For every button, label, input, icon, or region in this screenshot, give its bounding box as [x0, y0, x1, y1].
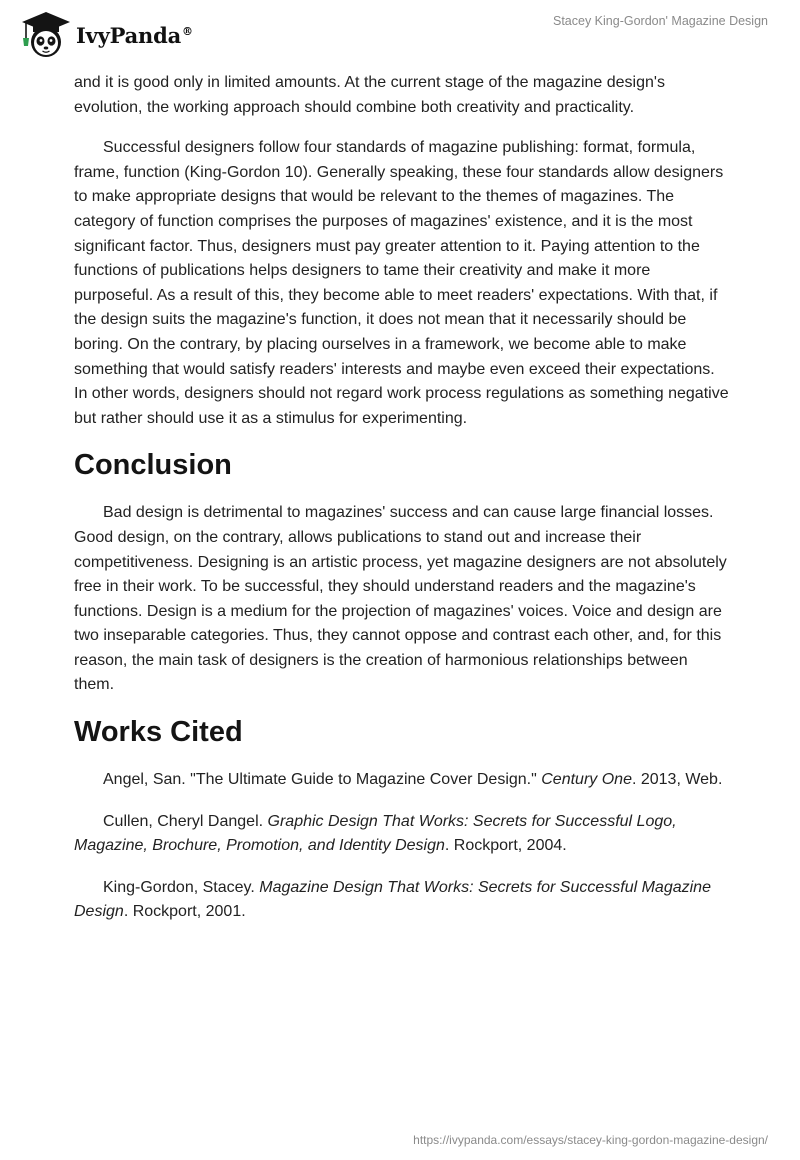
citation-entry: King-Gordon, Stacey. Magazine Design That Works: Secrets for Successful Magazine Design. Rockport, 2001.: [74, 878, 711, 921]
works-cited-heading: Works Cited: [74, 716, 243, 749]
conclusion-paragraph: Bad design is detrimental to magazines' success and can cause large financial losses. Good design, on the contrary, allows publications to stand out and increase their competitiveness. Designing is an artistic process, yet magazine designers are not absolutely free in their work. To be successful, they should understand readers and the magazine's functions. Design is a medium for the projection of magazines' voices. Voice and design are two inseparable categories. Thus, they cannot oppose and contrast each other, and, for this reason, the main task of designers is the creation of harmonious relationships between them.: [74, 504, 727, 694]
body-paragraph-continuation: and it is good only in limited amounts. At the current stage of the magazine design's evolution, the working approach should combine both creativity and practicality.: [74, 74, 665, 116]
body-paragraph-standards: Successful designers follow four standards of magazine publishing: format, formula, frame, function (King-Gordon 10). Generally speaking, these four standards allow designers to make appropriate designs that would be relevant to the themes of magazines. The category of function comprises the purposes of magazines' existence, and it is the most significant factor. Thus, designers must pay greater attention to it. Paying attention to the functions of publications helps designers to tame their creativity and make it more purposeful. As a result of this, they become able to meet readers' expectations. With that, if the design suits the magazine's function, it does not mean that it necessarily should be boring. On the contrary, by placing ourselves in a framework, we become able to make something that would satisfy readers' interests and maybe even exceed their expectations. In other words, designers should not regard work process regulations as something negative but rather should use it as a stimulus for experimenting.: [74, 139, 729, 427]
document-title: Stacey King-Gordon' Magazine Design: [552, 14, 768, 28]
source-url[interactable]: https://ivypanda.com/essays/stacey-king-gordon-magazine-design/: [413, 1133, 768, 1147]
ivypanda-logo[interactable]: [16, 8, 193, 60]
page-header: [0, 0, 800, 70]
citation-entry: Cullen, Cheryl Dangel. Graphic Design That Works: Secrets for Successful Logo, Magazine, Brochure, Promotion, and Identity Design. Rockport, 2004.: [74, 812, 677, 855]
panda-graduate-icon: [16, 8, 72, 60]
conclusion-heading: Conclusion: [74, 449, 232, 482]
citation-entry: Angel, San. "The Ultimate Guide to Magazine Cover Design." Century One. 2013, Web.: [103, 771, 723, 789]
logo-wordmark: IvyPanda®: [76, 22, 193, 48]
essay-content: [74, 71, 730, 942]
